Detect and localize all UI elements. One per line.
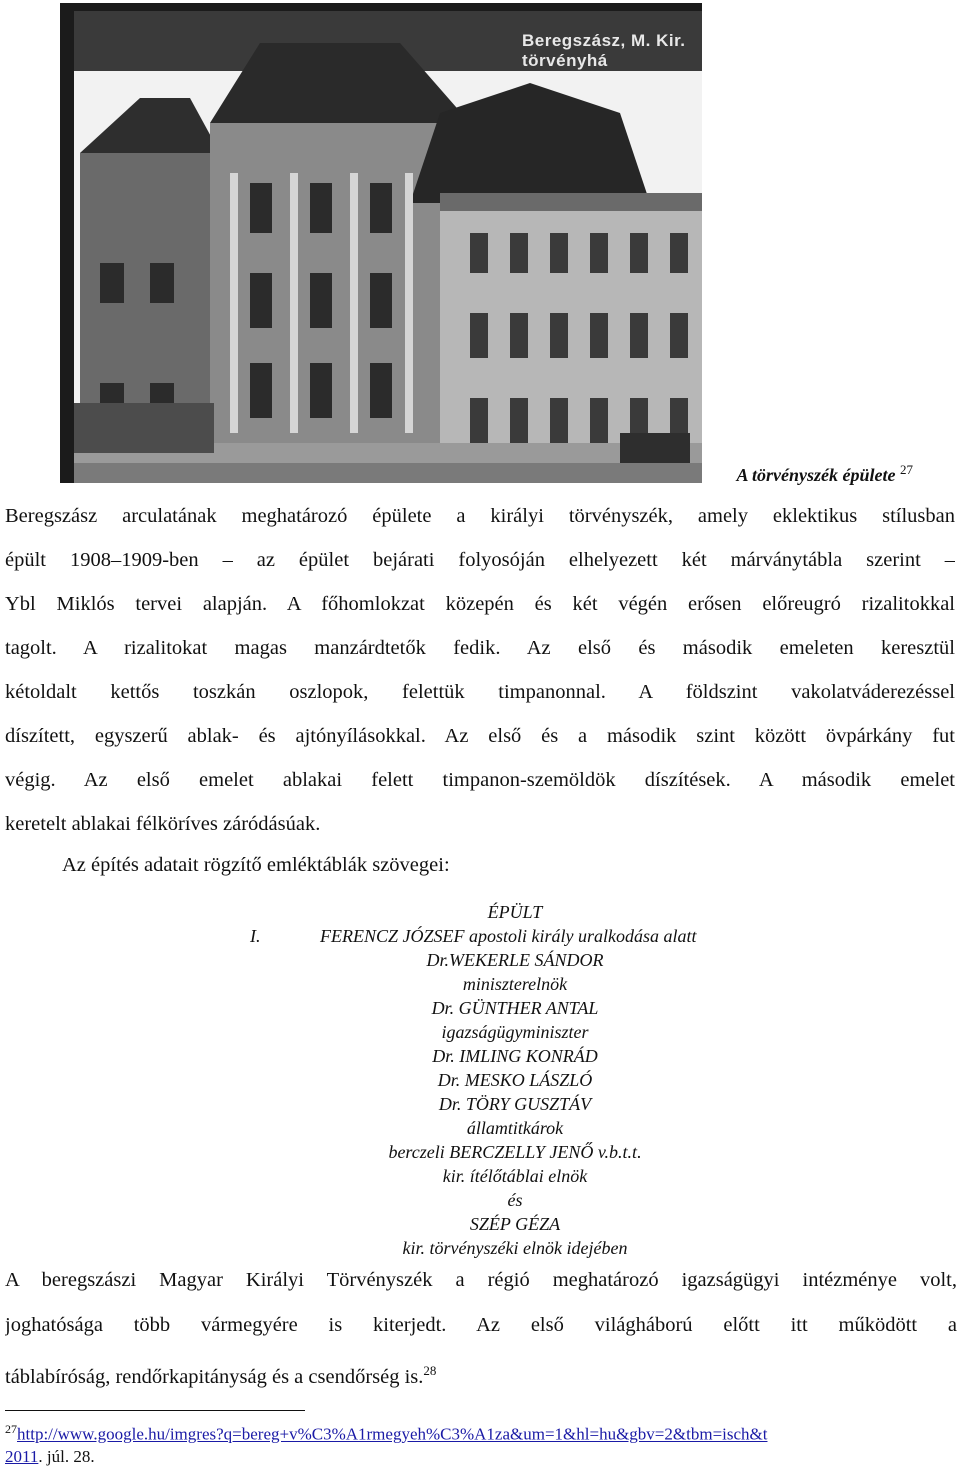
footnote-date: . júl. 28. xyxy=(38,1446,95,1466)
plaque-line xyxy=(250,924,780,948)
paragraph-line: díszített, egyszerű ablak- és ajtónyílásokkal. Az első és a második szint között övpárkány fut xyxy=(5,725,955,747)
plaque-line: államtitkárok xyxy=(466,1118,564,1138)
plaque-roman-numeral: I. xyxy=(250,926,261,946)
paragraph-line: A beregszászi Magyar Királyi Törvényszék a régió meghatározó igazságügyi intézménye volt, xyxy=(5,1269,957,1291)
paragraph-line: épült 1908–1909-ben – az épület bejárati folyosóján elhelyezett két márványtábla szerint – xyxy=(5,549,955,571)
paragraph-line: keretelt ablakai félköríves záródásúak. xyxy=(5,813,321,835)
plaque-line: kir. ítélőtáblai elnök xyxy=(442,1166,588,1186)
footnote-separator xyxy=(5,1410,305,1411)
paragraph-line: tagolt. A rizalitokat magas manzárdtetők fedik. Az első és második emeleten keresztül xyxy=(5,637,955,659)
footnote-link-continuation[interactable]: 2011 xyxy=(5,1446,39,1466)
plaques-subheading: Az építés adatait rögzítő emléktáblák szövegei: xyxy=(62,854,450,876)
paragraph-line-text: táblabíróság, rendőrkapitányság és a csendőrség is. xyxy=(5,1365,424,1388)
building-photo-icon xyxy=(60,3,702,483)
plaque-line: Dr.WEKERLE SÁNDOR xyxy=(426,950,604,970)
plaque-line: Dr. MESKO LÁSZLÓ xyxy=(437,1070,593,1090)
caption-footnote-ref[interactable]: 27 xyxy=(900,462,913,477)
footnote-number: 27 xyxy=(5,1422,17,1436)
plaque-line: Dr. GÜNTHER ANTAL xyxy=(431,998,599,1018)
courthouse-photo xyxy=(60,3,702,483)
paragraph-building-description xyxy=(5,494,955,846)
plaque-line: Dr. IMLING KONRÁD xyxy=(432,1046,598,1066)
plaque-line: SZÉP GÉZA xyxy=(469,1214,561,1234)
caption-text: A törvényszék épülete xyxy=(736,465,896,485)
paragraph-line: Beregszász arculatának meghatározó épülete a királyi törvényszék, amely eklektikus stílusban xyxy=(5,505,955,527)
paragraph-line: kétoldalt kettős toszkán oszlopok, felettük timpanonnal. A földszint vakolatváderezéssel xyxy=(5,681,955,703)
plaque-line: kir. törvényszéki elnök idejében xyxy=(402,1238,628,1258)
plaque-line: és xyxy=(507,1190,523,1210)
paragraph-line: Ybl Miklós tervei alapján. A főhomlokzat közepén és két végén erősen előreugró rizalitokkal xyxy=(5,593,955,615)
paragraph-line xyxy=(5,1348,957,1393)
paragraph-line: joghatósága több vármegyére is kiterjedt. Az első világháború előtt itt működött a xyxy=(5,1314,957,1336)
footnote-link[interactable]: http://www.google.hu/imgres?q=bereg+v%C3%A1rmegyeh%C3%A1za&um=1&hl=hu&gbv=2&tbm=isch&t xyxy=(17,1424,768,1444)
figure-caption xyxy=(737,462,913,486)
footnote-ref[interactable]: 28 xyxy=(423,1363,437,1378)
postcard-title: Beregszász, M. Kir. törvényhá xyxy=(522,31,686,70)
paragraph-line: végig. Az első emelet ablakai felett timpanon-szemöldök díszítések. A második emelet xyxy=(5,769,955,791)
plaque-line-text: FERENCZ JÓZSEF apostoli király uralkodása alatt xyxy=(320,926,697,946)
plaque-line: ÉPÜLT xyxy=(487,902,543,922)
plaque-inscription xyxy=(250,900,780,1260)
plaque-line: berczeli BERCZELLY JENŐ v.b.t.t. xyxy=(388,1142,642,1162)
plaque-line: Dr. TÖRY GUSZTÁV xyxy=(438,1094,592,1114)
plaque-line: igazságügyminiszter xyxy=(441,1022,589,1042)
paragraph-court-jurisdiction xyxy=(5,1258,957,1393)
plaque-line: miniszterelnök xyxy=(462,974,568,994)
footnote xyxy=(5,1418,955,1468)
